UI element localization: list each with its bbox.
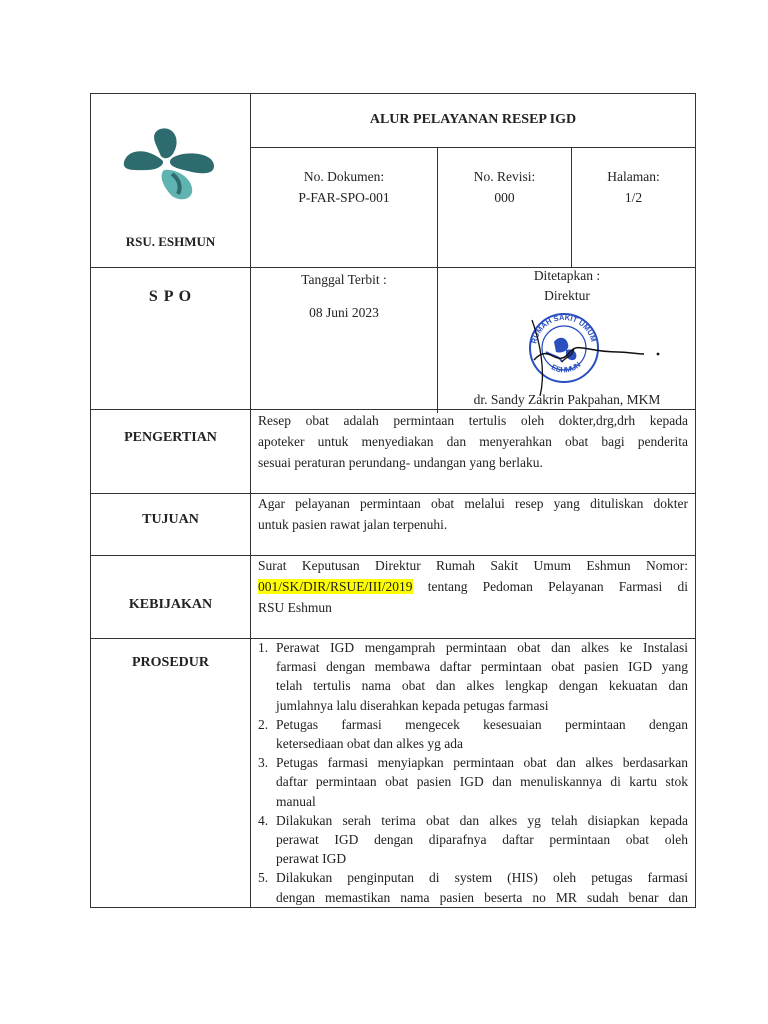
step-number: 4.	[258, 812, 269, 828]
kebijakan-line-rest: tentang Pedoman Pelayanan Farmasi di	[412, 579, 688, 594]
step-number: 3.	[258, 755, 269, 771]
step-line: manual	[276, 793, 316, 809]
page-value: 1/2	[624, 190, 643, 205]
table-border-bottom	[90, 907, 696, 908]
pengertian-line: Resep obat adalah permintaan tertulis oleh dokter,drg,drh kepada	[258, 413, 688, 428]
pengertian-text	[258, 410, 688, 473]
kebijakan-text	[258, 555, 688, 618]
hospital-logo-icon	[118, 126, 220, 204]
hospital-stamp-icon	[526, 312, 666, 402]
tujuan-line: untuk pasien rawat jalan terpenuhi.	[258, 517, 448, 532]
approved-label: Ditetapkan :	[533, 268, 601, 283]
page-label: Halaman:	[607, 169, 660, 184]
svg-text:ESHMUN: ESHMUN	[550, 360, 583, 375]
rev-col-divider	[571, 147, 572, 267]
step-line: Dilakukan penginputan di system (HIS) oleh petugas farmasi	[276, 870, 688, 886]
decree-number: 001/SK/DIR/RSUE/III/2019	[258, 579, 413, 594]
step-line: Petugas farmasi menyiapkan permintaan obat dan alkes berdasarkan	[276, 755, 688, 771]
document-title: ALUR PELAYANAN RESEP IGD	[369, 112, 577, 127]
table-border-top	[90, 93, 696, 94]
table-border-right	[695, 93, 696, 908]
step-line: Petugas farmasi mengecek kesesuaian permintaan dengan	[276, 716, 688, 732]
doc-number: P-FAR-SPO-001	[298, 190, 390, 205]
pengertian-line: apoteker untuk menyediakan dan menyerahkan obat bagi penderita	[258, 434, 688, 449]
approver-title: Direktur	[544, 288, 590, 303]
kebijakan-label: KEBIJAKAN	[128, 597, 213, 612]
pengertian-label: PENGERTIAN	[124, 430, 217, 445]
tujuan-text	[258, 493, 688, 535]
kebijakan-line: Surat Keputusan Direktur Rumah Sakit Umum Eshmun Nomor:	[258, 558, 688, 573]
issue-date-label: Tanggal Terbit :	[301, 272, 387, 287]
step-line: perawat IGD dengan diparafnya daftar permintaan obat oleh	[276, 832, 688, 848]
step-line: jumlahnya lalu diserahkan kepada petugas farmasi	[276, 697, 549, 713]
step-number: 2.	[258, 716, 269, 732]
step-line: farmasi dengan membawa daftar permintaan obat pasien IGD yang	[276, 659, 688, 675]
spo-label: S P O	[148, 288, 193, 305]
step-line: Dilakukan serah terima obat dan alkes yg telah disiapkan kepada	[276, 812, 688, 828]
doc-number-label: No. Dokumen:	[303, 169, 385, 184]
kebijakan-line	[258, 576, 688, 597]
pengertian-line: sesuai peraturan perundang- undangan yang berlaku.	[258, 455, 543, 470]
step-line: telah tertulis nama obat dan alkes lengkap dengan kekuatan dan	[276, 678, 688, 694]
column-divider	[250, 93, 251, 908]
step-number: 1.	[258, 640, 269, 655]
kebijakan-line: RSU Eshmun	[258, 600, 332, 615]
prosedur-step	[258, 811, 688, 869]
svg-text:RUMAH SAKIT UMUM: RUMAH SAKIT UMUM	[529, 312, 599, 345]
prosedur-list	[258, 638, 688, 907]
step-line: daftar permintaan obat pasien IGD dan menuliskannya di kartu stok	[276, 774, 688, 790]
title-row-divider	[250, 147, 696, 148]
tujuan-label: TUJUAN	[142, 512, 199, 527]
hospital-name: RSU. ESHMUN	[125, 234, 216, 249]
approver-name: dr. Sandy Zakrin Pakpahan, MKM	[473, 392, 661, 407]
prosedur-step	[258, 753, 688, 811]
prosedur-label: PROSEDUR	[131, 655, 209, 670]
step-number: 5.	[258, 870, 269, 886]
issue-date: 08 Juni 2023	[309, 305, 379, 320]
revision-value: 000	[494, 190, 515, 205]
prosedur-step	[258, 638, 688, 715]
step-line: Perawat IGD mengamprah permintaan obat dan alkes ke Instalasi	[276, 640, 688, 655]
revision-label: No. Revisi:	[473, 169, 536, 184]
step-line: dengan memastikan nama pasien beserta no MR sudah benar dan	[276, 889, 688, 905]
step-line: ketersediaan obat dan alkes yg ada	[276, 736, 464, 752]
table-border-left	[90, 93, 91, 908]
prosedur-step	[258, 715, 688, 753]
prosedur-step	[258, 868, 688, 906]
step-line: perawat IGD	[276, 851, 347, 867]
tujuan-line: Agar pelayanan permintaan obat melalui resep yang dituliskan dokter	[258, 496, 688, 511]
